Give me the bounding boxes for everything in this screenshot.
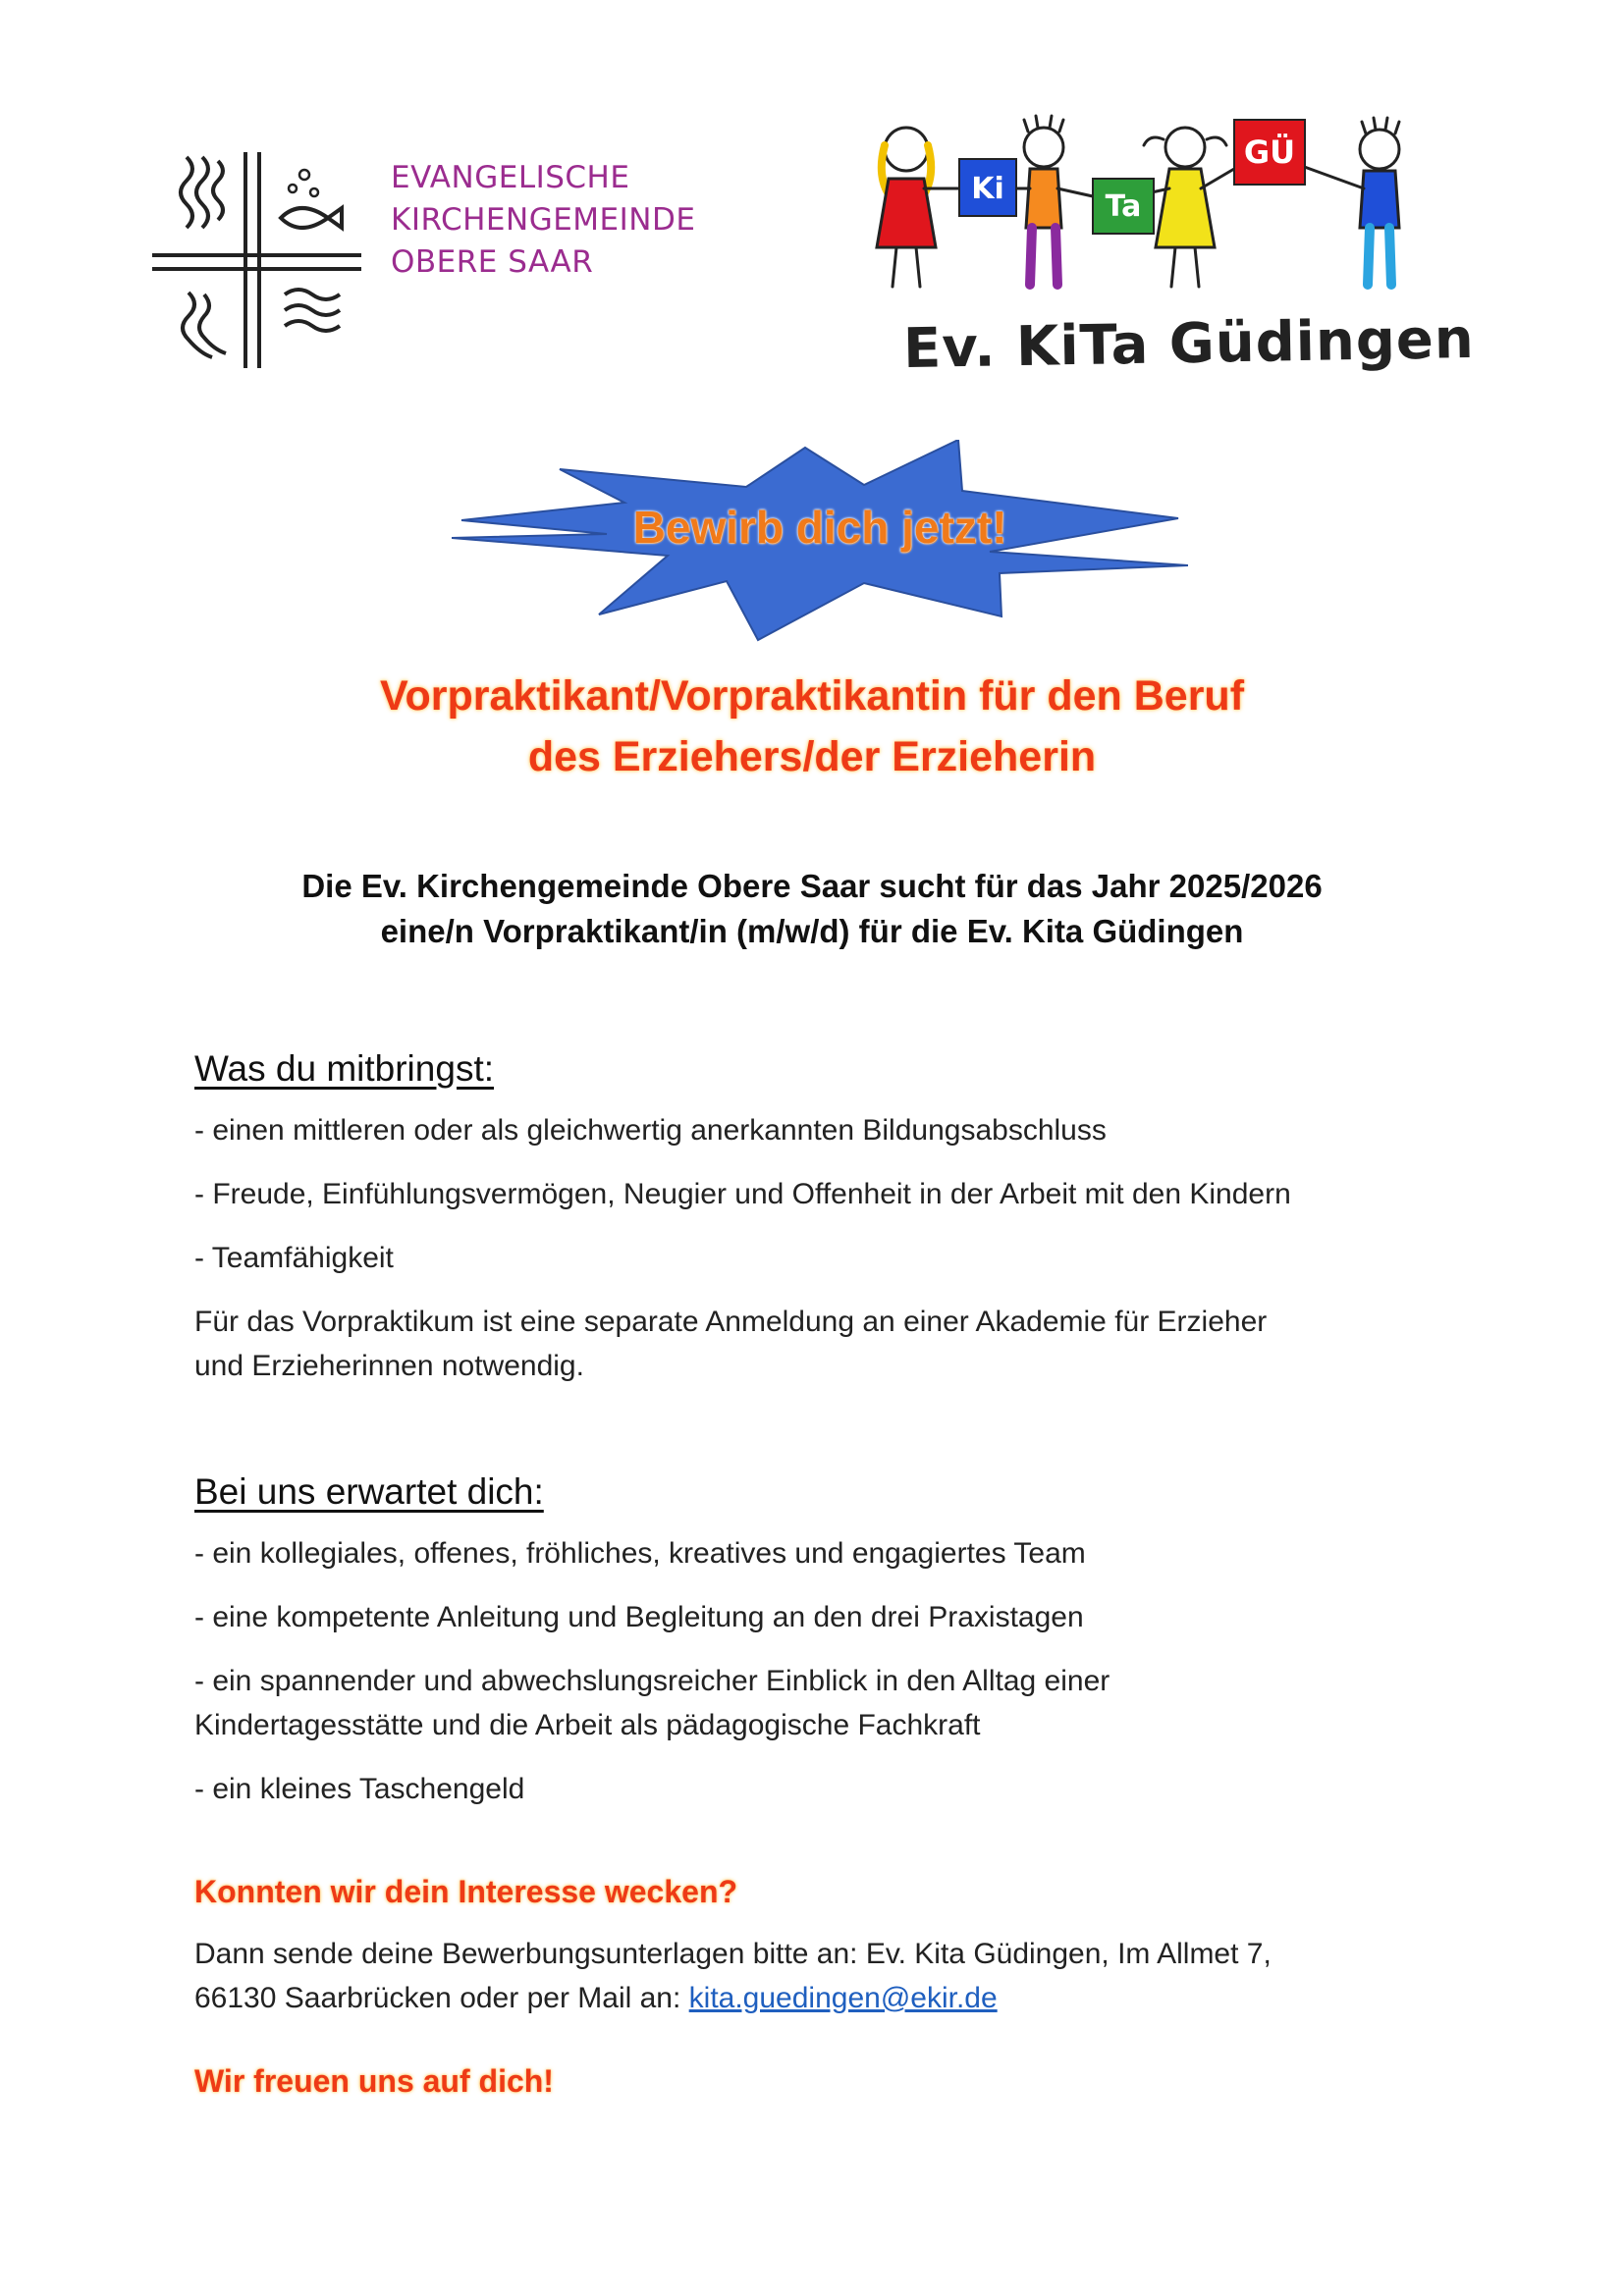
church-name-line1: EVANGELISCHE	[391, 160, 630, 195]
apply-now-headline: Bewirb dich jetzt!	[632, 502, 1007, 553]
requirement-item: - einen mittleren oder als gleichwertig anerkannten Bildungsabschluss	[194, 1114, 1107, 1147]
job-title-line2: des Erziehers/der Erzieherin	[527, 733, 1097, 780]
offers-heading: Bei uns erwartet dich:	[194, 1471, 544, 1512]
kita-logo-figures	[869, 110, 1429, 296]
kita-sign-ki-label: Ki	[971, 172, 1004, 206]
offer-item: - eine kompetente Anleitung und Begleitung an den drei Praxistagen	[194, 1601, 1084, 1633]
contact-line2	[194, 1976, 1471, 2020]
contact-line2-prefix: 66130 Saarbrücken oder per Mail an:	[194, 1982, 689, 2014]
closing-line: Wir freuen uns auf dich!	[194, 2063, 554, 2099]
offers-section	[194, 1469, 1471, 1831]
church-name-line3: OBERE SAAR	[391, 244, 594, 280]
church-name	[391, 157, 695, 284]
requirement-item: - Freude, Einfühlungsvermögen, Neugier und Offenheit in der Arbeit mit den Kindern	[194, 1178, 1291, 1210]
email-link[interactable]: kita.guedingen@ekir.de	[688, 1982, 998, 2014]
job-title-line1: Vorpraktikant/Vorpraktikantin für den Beruf	[379, 672, 1245, 720]
offer-item: - ein kleines Taschengeld	[194, 1773, 525, 1805]
interest-question: Konnten wir dein Interesse wecken?	[194, 1874, 738, 1909]
offer-item: - ein kollegiales, offenes, fröhliches, kreatives und engagiertes Team	[194, 1537, 1086, 1570]
requirements-note-line2: und Erzieherinnen notwendig.	[194, 1350, 584, 1382]
contact-line1: Dann sende deine Bewerbungsunterlagen bitte an: Ev. Kita Güdingen, Im Allmet 7,	[194, 1938, 1272, 1970]
intro-line1: Die Ev. Kirchengemeinde Obere Saar sucht für das Jahr 2025/2026	[301, 868, 1323, 904]
requirements-heading: Was du mitbringst:	[194, 1048, 494, 1089]
requirements-note	[194, 1300, 1471, 1388]
contact-section	[194, 1870, 1471, 2104]
contact-text	[194, 1932, 1471, 2020]
kita-sign-gu-label: GÜ	[1243, 133, 1296, 171]
requirement-item: - Teamfähigkeit	[194, 1242, 394, 1274]
requirements-section	[194, 1046, 1471, 1408]
church-name-line2: KIRCHENGEMEINDE	[391, 202, 696, 238]
offer-item	[194, 1659, 1471, 1747]
kita-name: Ev. KiTa Güdingen	[902, 306, 1476, 382]
offer-item-line2: Kindertagesstätte und die Arbeit als pädagogische Fachkraft	[194, 1709, 981, 1741]
job-title	[118, 666, 1506, 787]
kita-sign-ta-label: Ta	[1105, 189, 1142, 224]
offer-item-line1: - ein spannender und abwechslungsreicher Einblick in den Alltag einer	[194, 1665, 1110, 1697]
intro-text	[118, 864, 1506, 954]
requirements-note-line1: Für das Vorpraktikum ist eine separate Anmeldung an einer Akademie für Erzieher	[194, 1306, 1268, 1338]
church-logo-icon	[147, 147, 373, 373]
intro-line2: eine/n Vorpraktikant/in (m/w/d) für die Ev. Kita Güdingen	[380, 913, 1244, 949]
